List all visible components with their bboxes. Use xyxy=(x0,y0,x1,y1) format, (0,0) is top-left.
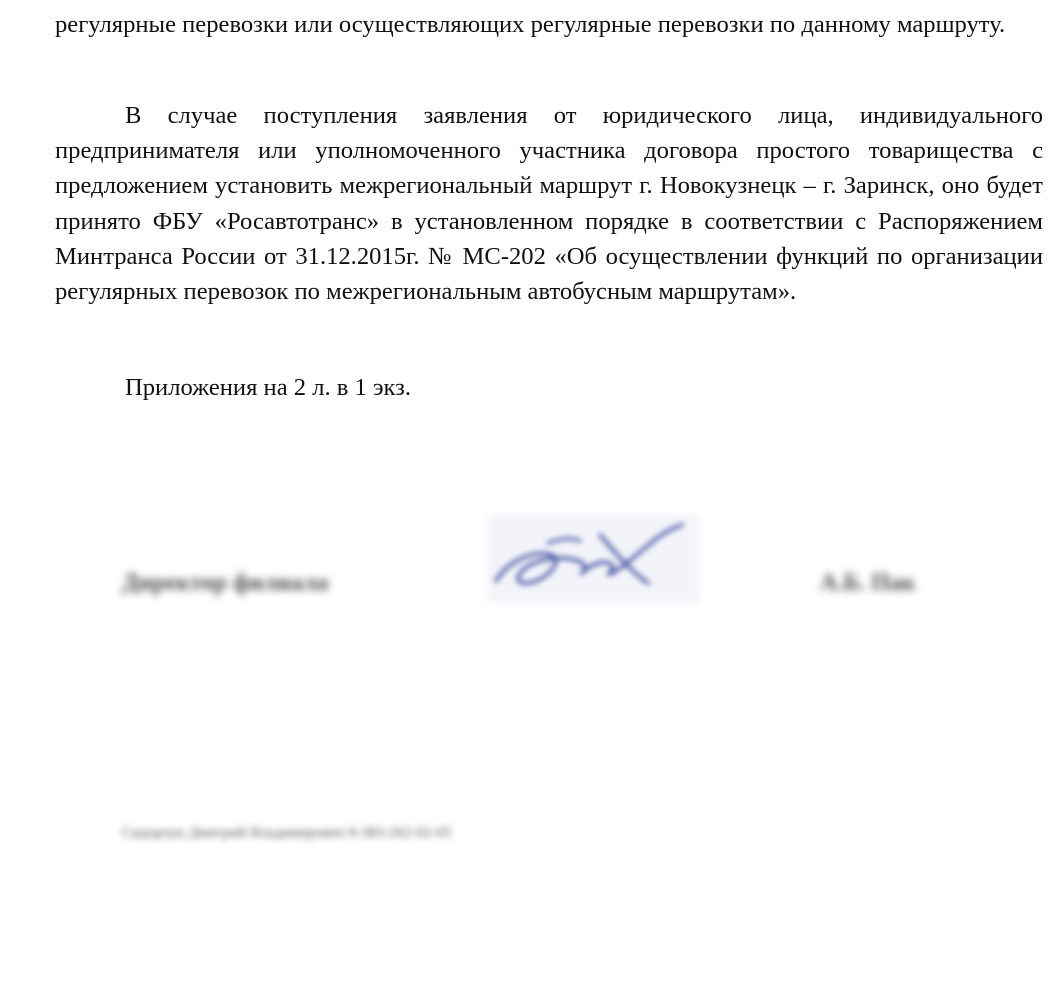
paragraph-1: регулярные перевозки или осуществляющих регулярные перевозки по данному маршруту. xyxy=(55,11,1006,38)
handwritten-signature xyxy=(488,515,700,603)
signer-name: А.Б. Пак xyxy=(820,570,916,596)
paragraph-2: В случае поступления заявления от юридического лица, индивидуального предпринимателя или уполномоченного участника договора простого товарищества с предложением установить межрегиональный маршрут г. Новокузнецк – г. Заринск, оно будет принято ФБУ «Росавтотранс» в установленном порядке в соответствии с Распоряжением Минтранса России от 31.12.2015г. № МС-202 «Об осуществлении функций по организации регулярных перевозок по межрегиональным автобусным маршрутам». xyxy=(55,102,1043,306)
attachments-note: Приложения на 2 л. в 1 экз. xyxy=(125,374,412,401)
executor-contact: Сидорчук Дмитрий Владимирович 8-383-262-02-05 xyxy=(122,825,452,841)
signer-title: Директор филиала xyxy=(122,570,329,596)
